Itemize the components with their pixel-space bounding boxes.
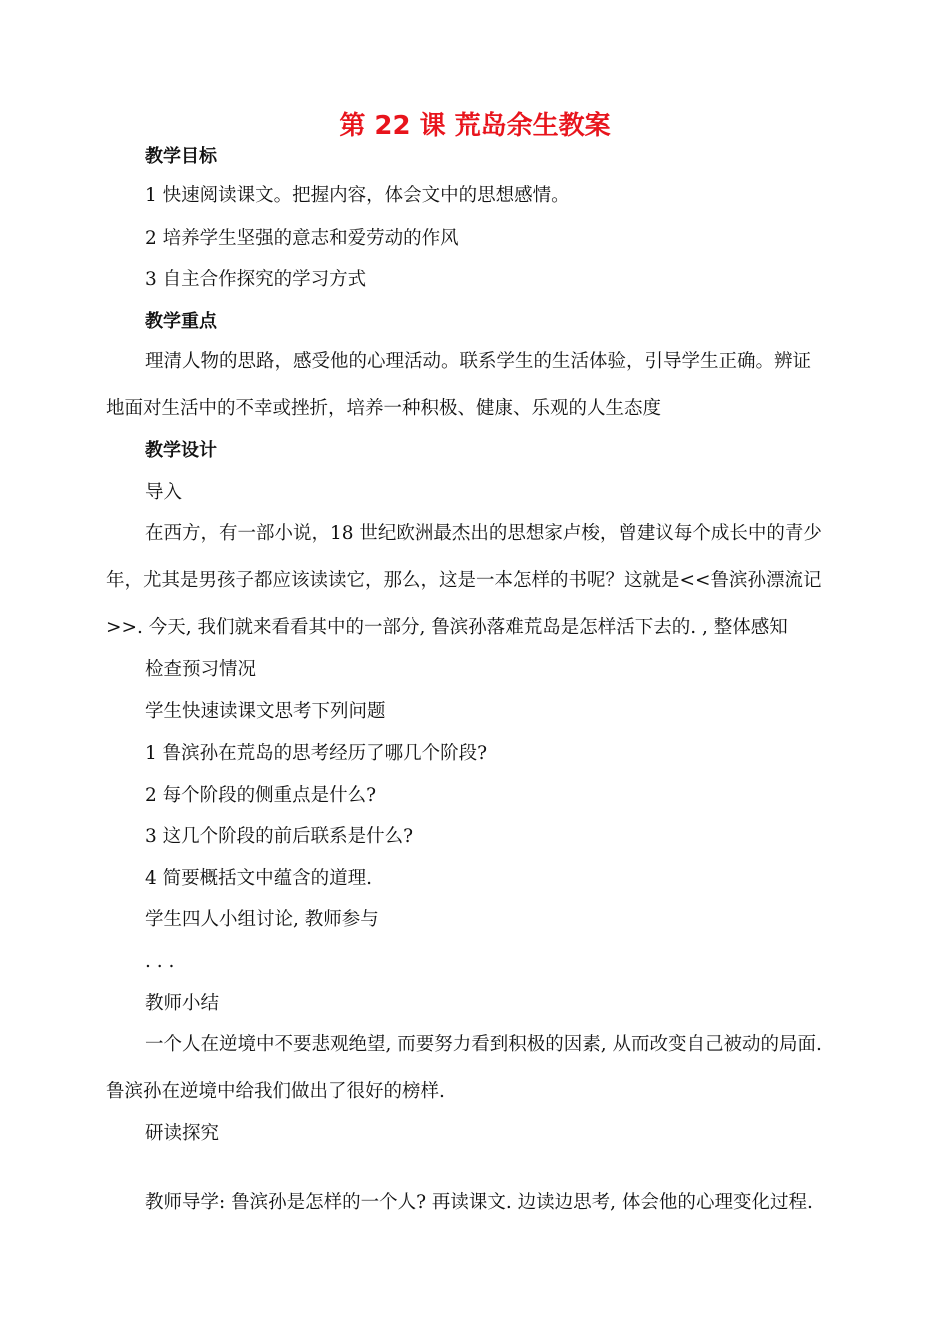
intro-paragraph-line: 年，尤其是男孩子都应该读读它，那么，这是一本怎样的书呢？这就是<<鲁滨孙漂流记 (106, 570, 822, 591)
intro-paragraph-line: 在西方，有一部小说，18 世纪欧洲最杰出的思想家卢梭，曾建议每个成长中的青少 (145, 523, 822, 544)
question-item: 1 鲁滨孙在荒岛的思考经历了哪几个阶段? (145, 743, 488, 764)
focus-heading: 教学重点 (145, 311, 217, 332)
ellipsis-line: . . . (145, 951, 175, 972)
reading-task-line: 学生快速读课文思考下列问题 (145, 701, 386, 722)
intro-paragraph-line: >>. 今天, 我们就来看看其中的一部分, 鲁滨孙落难荒岛是怎样活下去的. , 整体感知 (106, 617, 788, 638)
summary-paragraph-line: 一个人在逆境中不要悲观绝望, 而要努力看到积极的因素, 从而改变自己被动的局面. (145, 1034, 822, 1055)
objectives-heading: 教学目标 (145, 146, 217, 167)
page-title: 第 22 课 荒岛余生教案 (339, 111, 611, 141)
summary-paragraph-line: 鲁滨孙在逆境中给我们做出了很好的榜样. (106, 1081, 445, 1102)
focus-paragraph-line: 理清人物的思路，感受他的心理活动。联系学生的生活体验，引导学生正确。辨证 (145, 351, 812, 372)
research-label: 研读探究 (145, 1123, 220, 1144)
objective-item: 1 快速阅读课文。把握内容，体会文中的思想感情。 (145, 185, 570, 206)
design-heading: 教学设计 (145, 440, 217, 461)
question-item: 4 简要概括文中蕴含的道理. (145, 868, 373, 889)
question-item: 3 这几个阶段的前后联系是什么? (145, 826, 414, 847)
teacher-guide-line: 教师导学: 鲁滨孙是怎样的一个人? 再读课文. 边读边思考, 体会他的心理变化过程. (145, 1192, 813, 1213)
objective-item: 3 自主合作探究的学习方式 (145, 269, 367, 290)
focus-paragraph-line: 地面对生活中的不幸或挫折，培养一种积极、健康、乐观的人生态度 (106, 398, 662, 419)
objective-item: 2 培养学生坚强的意志和爱劳动的作风 (145, 228, 459, 249)
intro-label: 导入 (145, 482, 183, 503)
check-preview-label: 检查预习情况 (145, 659, 257, 680)
question-item: 2 每个阶段的侧重点是什么? (145, 785, 377, 806)
summary-label: 教师小结 (145, 993, 220, 1014)
discussion-line: 学生四人小组讨论, 教师参与 (145, 909, 379, 930)
